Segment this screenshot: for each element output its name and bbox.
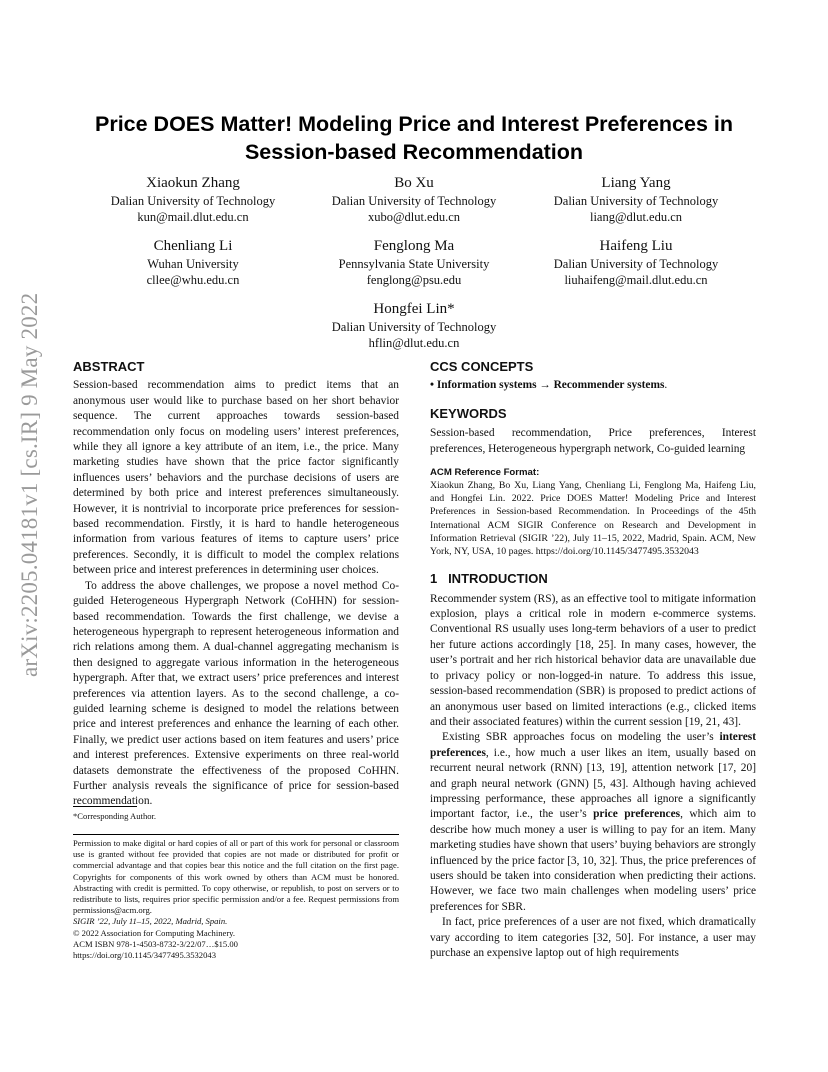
author-email: kun@mail.dlut.edu.cn xyxy=(137,210,249,224)
keywords-text: Session-based recommendation, Price preferences, Interest preferences, Heterogeneous hypergraph network, Co-guided learning xyxy=(430,427,756,455)
footnote-rule xyxy=(73,806,137,807)
author-email: cllee@whu.edu.cn xyxy=(146,273,240,287)
paper-title xyxy=(60,110,768,166)
author-affiliation: Dalian University of Technology xyxy=(110,194,276,208)
author-affiliation: Dalian University of Technology xyxy=(553,257,719,271)
author-email: liuhaifeng@mail.dlut.edu.cn xyxy=(564,273,708,287)
acm-ref-text: Xiaokun Zhang, Bo Xu, Liang Yang, Chenliang Li, Fenglong Ma, Haifeng Liu, and Hongfei Lin. 2022. Price DOES Matter! Modeling Price and Interest Preferences in Session-based Recommendation. In Proceedings of the 45th International ACM SIGIR Conference on Research and Development in Information Retrieval (SIGIR ’22), July 11–15, 2022, Madrid, Spain. ACM, New York, NY, USA, 10 pages. https://doi.org/10.1145/3477495.3532043 xyxy=(430,480,756,558)
author-block xyxy=(521,237,751,288)
intro-paragraph: In fact, price preferences of a user are not fixed, which dramatically vary according to item categories [32, 50]. For instance, a user may purchase an expensive laptop out of high requirements xyxy=(430,916,756,959)
permission-block xyxy=(73,838,399,961)
ccs-concept: • Information systems → Recommender systems xyxy=(430,379,665,392)
author-affiliation: Dalian University of Technology xyxy=(331,194,497,208)
title-line-1: Price DOES Matter! Modeling Price and Interest Preferences in xyxy=(94,112,734,136)
author-block xyxy=(78,237,308,288)
permission-rule xyxy=(73,834,399,835)
author-affiliation: Dalian University of Technology xyxy=(553,194,719,208)
author-email: xubo@dlut.edu.cn xyxy=(367,210,461,224)
author-block xyxy=(521,174,751,225)
author-email: liang@dlut.edu.cn xyxy=(589,210,683,224)
author-block xyxy=(78,174,308,225)
author-email: hflin@dlut.edu.cn xyxy=(368,336,460,350)
keywords-heading: KEYWORDS xyxy=(430,405,507,421)
author-affiliation: Wuhan University xyxy=(147,257,239,271)
doi-line: https://doi.org/10.1145/3477495.3532043 xyxy=(73,950,216,961)
interest-preferences-term: interest preferences xyxy=(430,731,756,759)
intro-paragraph: Existing SBR approaches focus on modeling the user’s interest preferences, i.e., how much a user likes an item, usually based on recurrent neural network (RNN) [13, 19], attention network [17, 20] and graph neural network (GNN) [5, 43]. Although having achieved impressing performance, these approaches all ignore a significantly important factor, i.e., the user’s price preferences, which aim to describe how much money a user is willing to pay for an item. Many marketing studies have shown that users’ buying behaviors are strongly influenced by the price factor [3, 10, 32]. Thus, the price preferences of users should be taken into consideration when predicting their actions. However, we face two main challenges when modeling users’ price preferences for SBR. xyxy=(430,731,757,913)
author-name: Haifeng Liu xyxy=(599,238,673,254)
author-block xyxy=(299,300,529,351)
author-block xyxy=(299,174,529,225)
author-email: fenglong@psu.edu xyxy=(366,273,462,287)
author-name: Chenliang Li xyxy=(153,238,233,254)
author-affiliation: Dalian University of Technology xyxy=(331,320,497,334)
corresponding-footnote: *Corresponding Author. xyxy=(73,811,157,821)
ccs-text xyxy=(430,378,756,393)
abstract-paragraph: Session-based recommendation aims to predict items that an anonymous user would like to purchase based on her short behavior sequence. The current approaches towards session-based recommendation only focus on modeling users’ interest preferences, while they all ignore a key attribute of an item, i.e., the price. Many marketing studies have shown that the price factor significantly influences users’ behaviors and the purchase decisions of users are determined by both price and interest preferences simultaneously. However, it is nontrivial to incorporate price preferences for session-based recommendation. Firstly, it is hard to handle heterogeneous information from various features of items to capture users’ price preferences. Secondly, it is difficult to model the complex relations between price and interest preferences in determining user choices. xyxy=(73,379,399,577)
intro-paragraph: Recommender system (RS), as an effective tool to mitigate information explosion, plays a critical role in modern e-commerce systems. Conventional RS usually uses long-term behaviors of a user to predict her future actions accordingly [18, 25]. In many cases, however, the user’s portrait and her rich historical behavior data are unavailable due to privacy policy or non-logged-in nature. To address this issue, session-based recommendation (SBR) is proposed to predict actions of an anonymous user based on limited interactions (e.g., clicked items and their associated features) within the current session [19, 21, 43]. xyxy=(430,592,756,728)
author-name: Bo Xu xyxy=(394,175,434,191)
conference-line: SIGIR ’22, July 11–15, 2022, Madrid, Spain. xyxy=(73,916,228,927)
copyright-line: © 2022 Association for Computing Machinery. xyxy=(73,927,236,938)
author-name: Fenglong Ma xyxy=(373,238,455,254)
ccs-period: . xyxy=(664,379,668,392)
permission-text: Permission to make digital or hard copies of all or part of this work for personal or classroom use is granted without fee provided that copies are not made or distributed for profit or commercial advantage and that copies bear this notice and the full citation on the first page. Copyrights for components of this work owned by others than ACM must be honored. Abstracting with credit is permitted. To copy otherwise, or republish, to post on servers or to redistribute to lists, requires prior specific permission and/or a fee. Request permissions from permissions@acm.org. xyxy=(73,838,399,916)
arxiv-identifier: arXiv:2205.04181v1 [cs.IR] 9 May 2022 xyxy=(17,292,42,677)
left-column xyxy=(73,359,399,810)
author-name: Xiaokun Zhang xyxy=(146,175,240,191)
author-name: Hongfei Lin* xyxy=(373,301,455,317)
introduction-heading: 1 INTRODUCTION xyxy=(430,571,548,587)
author-block xyxy=(299,237,529,288)
ccs-heading: CCS CONCEPTS xyxy=(430,359,534,374)
title-line-2: Session-based Recommendation xyxy=(244,140,584,164)
author-affiliation: Pennsylvania State University xyxy=(338,257,490,271)
price-preferences-term: price preferences xyxy=(593,808,681,821)
abstract-paragraph: To address the above challenges, we propose a novel method Co-guided Heterogeneous Hypergraph Network (CoHHN) for session-based recommendation. Towards the first challenge, we devise a heterogeneous hypergraph to represent heterogeneous information and rich relations among them. A dual-channel aggregating mechanism is then designed to aggregate various information in the heterogeneous hypergraph. After that, we extract users’ price preferences and interest preferences via attention layers. As to the second challenge, a co-guided learning scheme is designed to model the relations between price and interest preferences and enhance the learning of each other. Finally, we predict user actions based on item features and users’ price and interest preferences. Extensive experiments on three real-world datasets demonstrate the effectiveness of the proposed CoHHN. Further analysis reveals the significance of price for session-based recommendation. xyxy=(73,579,399,808)
isbn-line: ACM ISBN 978-1-4503-8732-3/22/07…$15.00 xyxy=(73,938,238,949)
acm-ref-heading: ACM Reference Format: xyxy=(430,467,540,479)
right-column xyxy=(430,359,756,961)
author-name: Liang Yang xyxy=(601,175,671,191)
abstract-heading: ABSTRACT xyxy=(73,359,145,374)
